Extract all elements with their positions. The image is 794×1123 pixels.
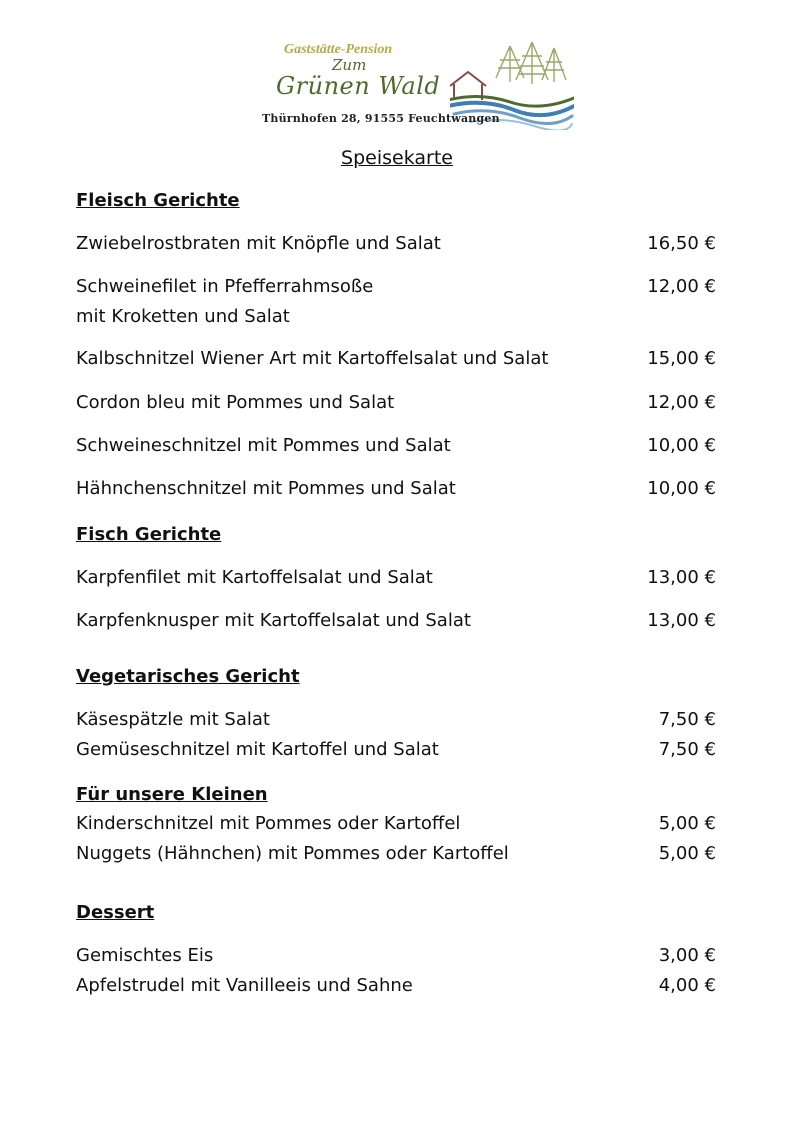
menu-item-name-line2: mit Kroketten und Salat	[76, 306, 290, 327]
menu-item-name: Kinderschnitzel mit Pommes oder Kartoffel	[76, 813, 461, 834]
menu-item-name: Hähnchenschnitzel mit Pommes und Salat	[76, 478, 456, 499]
menu-item-name: Nuggets (Hähnchen) mit Pommes oder Kartoffel	[76, 843, 509, 864]
menu-item-name: Schweinefilet in Pfefferrahmsoße	[76, 276, 374, 297]
menu-item-price: 15,00 €	[647, 348, 716, 369]
menu-item-name: Käsespätzle mit Salat	[76, 709, 270, 730]
menu-item-name: Zwiebelrostbraten mit Knöpfle und Salat	[76, 233, 441, 254]
logo-tagline: Gaststätte-Pension	[284, 42, 393, 57]
section-heading-vegetarisch: Vegetarisches Gericht	[76, 666, 300, 687]
menu-item-price: 10,00 €	[647, 435, 716, 456]
menu-item-name: Cordon bleu mit Pommes und Salat	[76, 392, 395, 413]
menu-item-name: Kalbschnitzel Wiener Art mit Kartoffelsalat und Salat	[76, 348, 549, 369]
menu-item-price: 7,50 €	[658, 709, 716, 730]
section-heading-fisch: Fisch Gerichte	[76, 524, 222, 545]
menu-item-price: 5,00 €	[658, 843, 716, 864]
menu-item-name: Karpfenfilet mit Kartoffelsalat und Salat	[76, 567, 433, 588]
menu-item-price: 7,50 €	[658, 739, 716, 760]
restaurant-address: Thürnhofen 28, 91555 Feuchtwangen	[262, 112, 500, 125]
menu-item-name: Gemüseschnitzel mit Kartoffel und Salat	[76, 739, 439, 760]
restaurant-logo	[262, 40, 574, 130]
menu-item-price: 5,00 €	[658, 813, 716, 834]
menu-item	[76, 272, 716, 332]
menu-item-price: 3,00 €	[658, 945, 716, 966]
menu-item-price: 10,00 €	[647, 478, 716, 499]
menu-item-name: Apfelstrudel mit Vanilleeis und Sahne	[76, 975, 413, 996]
section-heading-fleisch: Fleisch Gerichte	[76, 190, 240, 211]
menu-item-price: 4,00 €	[658, 975, 716, 996]
page-title: Speisekarte	[341, 147, 453, 169]
section-heading-dessert: Dessert	[76, 902, 155, 923]
menu-item-price: 12,00 €	[647, 392, 716, 413]
section-heading-kinder: Für unsere Kleinen	[76, 784, 268, 805]
menu-item-name: Gemischtes Eis	[76, 945, 214, 966]
menu-item-name: Schweineschnitzel mit Pommes und Salat	[76, 435, 451, 456]
menu-item-price: 16,50 €	[647, 233, 716, 254]
menu-item-price: 13,00 €	[647, 610, 716, 631]
logo-name: Grünen Wald	[276, 72, 441, 100]
logo-zum: Zum	[332, 56, 367, 74]
menu-item-price: 13,00 €	[647, 567, 716, 588]
menu-item-price: 12,00 €	[647, 276, 716, 297]
menu-item-name: Karpfenknusper mit Kartoffelsalat und Salat	[76, 610, 471, 631]
